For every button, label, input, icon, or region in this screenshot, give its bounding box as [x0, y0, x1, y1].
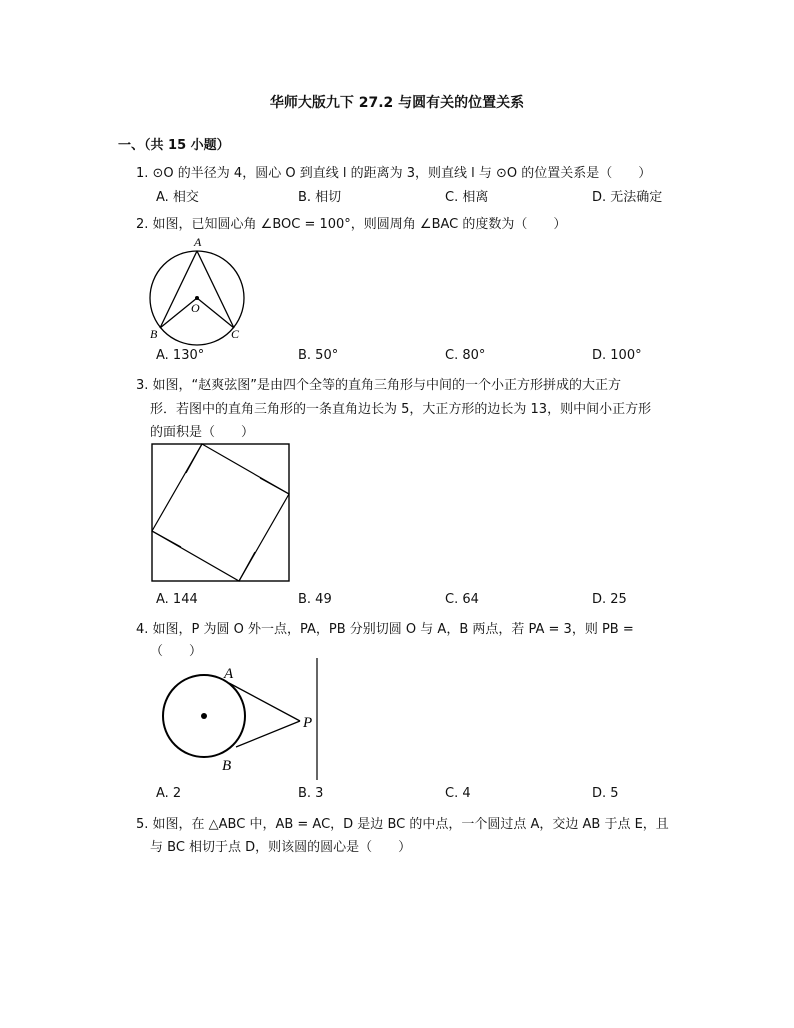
question-2-text: 2. 如图，已知圆心角 ∠BOC = 100°，则圆周角 ∠BAC 的度数为（ ） [136, 217, 567, 232]
right-triangle-leg-1 [186, 444, 202, 473]
question-3-line-2: 形．若图中的直角三角形的一条直角边长为 5，大正方形的边长为 13，则中间小正方形 [150, 402, 652, 417]
center-point [195, 296, 199, 300]
label-p: P [303, 715, 313, 731]
question-1-text: 1. ⊙O 的半径为 4，圆心 O 到直线 l 的距离为 3，则直线 l 与 ⊙O 的位置关系是（ ） [136, 166, 652, 181]
q2-option-d: D. 100° [592, 348, 642, 363]
question-4-line-1: 4. 如图，P 为圆 O 外一点，PA，PB 分别切圆 O 与 A，B 两点，若 PA = 3，则 PB = [136, 622, 634, 637]
label-a: A [194, 235, 202, 249]
radius-oc [197, 298, 234, 328]
q1-option-b: B. 相切 [298, 190, 342, 205]
label-c: C [231, 327, 240, 341]
q4-option-a: A. 2 [156, 786, 182, 801]
q3-option-d: D. 25 [592, 592, 627, 607]
q2-circle-figure [140, 232, 260, 344]
q4-tangent-figure [160, 658, 330, 780]
right-triangle-leg-2 [260, 478, 289, 494]
q2-option-b: B. 50° [298, 348, 339, 363]
q1-option-c: C. 相离 [445, 190, 489, 205]
question-3-line-3: 的面积是（ ） [150, 425, 255, 440]
center-point [201, 713, 207, 719]
q4-option-d: D. 5 [592, 786, 619, 801]
q3-option-a: A. 144 [156, 592, 198, 607]
right-triangle-leg-4 [152, 531, 181, 547]
q3-option-c: C. 64 [445, 592, 479, 607]
question-4-line-2: （ ） [150, 644, 203, 659]
q4-option-c: C. 4 [445, 786, 471, 801]
label-o: O [191, 301, 200, 315]
question-3-line-1: 3. 如图，“赵爽弦图”是由四个全等的直角三角形与中间的一个小正方形拼成的大正方 [136, 378, 622, 393]
label-b: B [150, 327, 158, 341]
small-square [152, 444, 289, 581]
right-triangle-leg-3 [239, 552, 255, 581]
question-5-line-1: 5. 如图，在 △ABC 中，AB = AC，D 是边 BC 的中点，一个圆过点 A，交边 AB 于点 E，且 [136, 817, 669, 832]
q2-option-a: A. 130° [156, 348, 205, 363]
q1-option-d: D. 无法确定 [592, 190, 663, 205]
q4-option-b: B. 3 [298, 786, 324, 801]
question-5-line-2: 与 BC 相切于点 D，则该圆的圆心是（ ） [150, 840, 412, 855]
page-title: 华师大版九下 27.2 与圆有关的位置关系 [269, 95, 525, 111]
q3-option-b: B. 49 [298, 592, 332, 607]
tangent-pb [236, 721, 300, 747]
tangent-pa [229, 683, 300, 721]
label-a: A [224, 666, 234, 682]
big-square [152, 444, 289, 581]
q2-option-c: C. 80° [445, 348, 486, 363]
q1-option-a: A. 相交 [156, 190, 199, 205]
q3-zhao-shuang-figure [150, 442, 292, 584]
section-heading: 一、（共 15 小题） [118, 138, 230, 153]
label-b: B [222, 758, 232, 774]
